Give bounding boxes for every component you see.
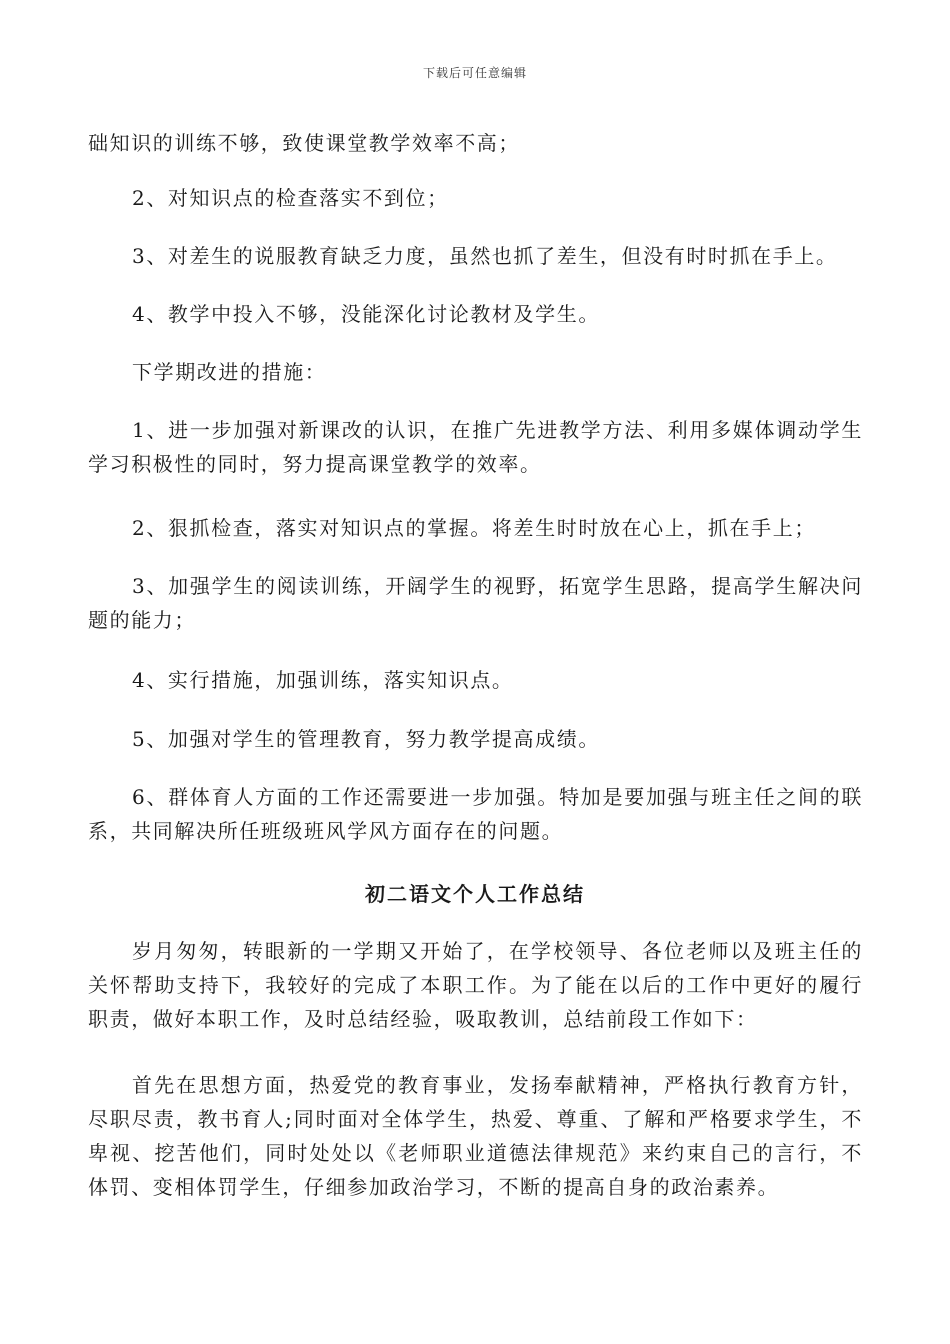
paragraph-heading: 下学期改进的措施： (132, 360, 327, 384)
section-paragraph: 首先在思想方面，热爱党的教育事业，发扬奉献精神，严格执行教育方针，尽职尽责，教书育人;同时面对全体学生，热爱、尊重、了解和严格要求学生，不卑视、挖苦他们，同时处处以《老师职业道德法律规范》来约束自己的言行，不体罚、变相体罚学生，仔细参加政治学习，不断的提高自身的政治素养。 (88, 1073, 863, 1199)
section-paragraph: 岁月匆匆，转眼新的一学期又开始了，在学校领导、各位老师以及班主任的关怀帮助支持下，我较好的完成了本职工作。为了能在以后的工作中更好的履行职责，做好本职工作，及时总结经验，吸取教训，总结前段工作如下： (88, 939, 863, 1031)
paragraph-item: 3、对差生的说服教育缺乏力度，虽然也抓了差生，但没有时时抓在手上。 (132, 244, 838, 268)
paragraph-item: 4、实行措施，加强训练，落实知识点。 (132, 668, 514, 692)
page-header: 下载后可任意编辑 (422, 66, 527, 80)
paragraph-item: 1、进一步加强对新课改的认识，在推广先进教学方法、利用多媒体调动学生学习积极性的同时，努力提高课堂教学的效率。 (88, 418, 863, 476)
paragraph-item: 3、加强学生的阅读训练，开阔学生的视野，拓宽学生思路，提高学生解决问题的能力； (88, 574, 863, 632)
paragraph-item: 2、对知识点的检查落实不到位； (132, 186, 449, 210)
section-title: 初二语文个人工作总结 (365, 882, 585, 906)
paragraph-item: 6、群体育人方面的工作还需要进一步加强。特加是要加强与班主任之间的联系，共同解决所任班级班风学风方面存在的问题。 (88, 785, 863, 843)
paragraph-item: 2、狠抓检查，落实对知识点的掌握。将差生时时放在心上，抓在手上； (132, 516, 816, 540)
paragraph-item: 4、教学中投入不够，没能深化讨论教材及学生。 (132, 302, 600, 326)
paragraph-continuation: 础知识的训练不够，致使课堂教学效率不高； (88, 131, 520, 155)
paragraph-item: 5、加强对学生的管理教育，努力教学提高成绩。 (132, 727, 600, 751)
